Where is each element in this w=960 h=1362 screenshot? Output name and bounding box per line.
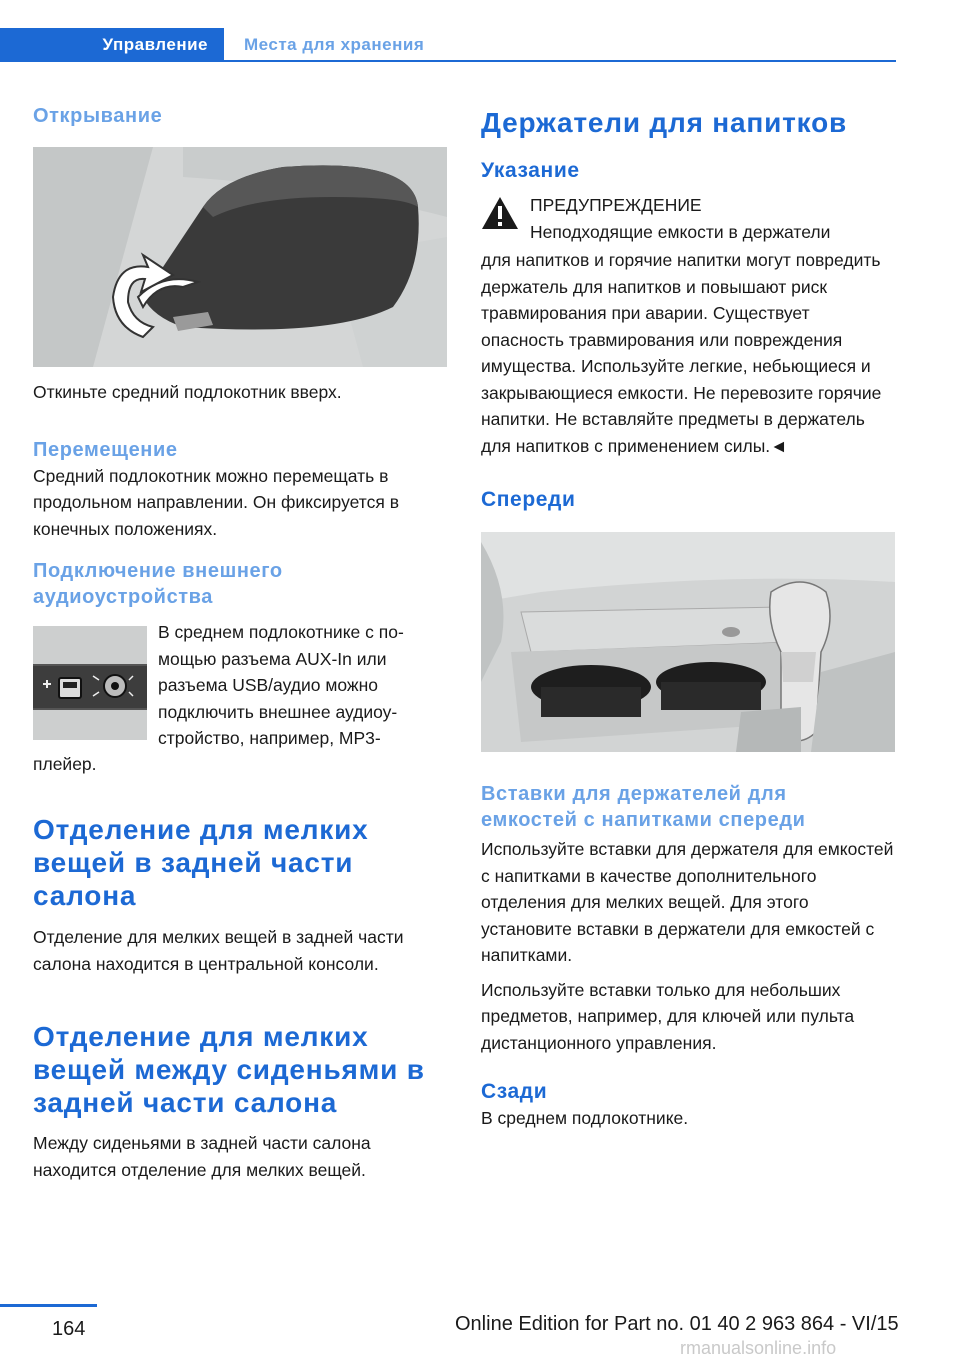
page-header xyxy=(0,0,960,64)
armrest-illustration xyxy=(33,147,447,367)
footer-divider xyxy=(0,1304,97,1307)
front-cupholder-illustration xyxy=(481,532,895,752)
inserts-text-2: Используйте вставки только для небольших предметов, например, для ключей или пульта дистанционного управления. xyxy=(481,979,855,1053)
header-divider xyxy=(224,60,896,62)
warning-triangle-icon xyxy=(481,196,519,230)
opening-heading: Открывание xyxy=(33,105,163,127)
warning-block xyxy=(481,192,895,244)
between-seats-heading-line2: вещей между сиденьями в xyxy=(33,1054,425,1085)
cup-holders-heading: Держатели для напитков xyxy=(481,107,847,138)
between-seats-heading-line1: Отделение для мелких xyxy=(33,1021,369,1052)
audio-heading-line1: Подключение внешнего xyxy=(33,560,283,582)
rear-storage-heading-line1: Отделение для мелких xyxy=(33,814,369,845)
inserts-heading-line1: Вставки для держателей для xyxy=(481,783,787,805)
audio-text-line1: В среднем подлокотнике с по- xyxy=(158,622,404,642)
note-heading: Указание xyxy=(481,159,580,182)
page-number: 164 xyxy=(52,1318,86,1340)
audio-text-line2: мощью разъема AUX-In или xyxy=(158,648,387,669)
warning-text-line1: Неподходящие емкости в держатели xyxy=(530,222,831,242)
moving-text: Средний подлокотник можно перемещать в продольном направлении. Он фиксируется в конечных положениях. xyxy=(33,465,399,539)
audio-text-line5: стройство, например, MP3- xyxy=(158,728,381,748)
inserts-heading-line2: емкостей с напитками спереди xyxy=(481,809,806,831)
audio-text-line6: плейер. xyxy=(33,754,97,774)
audio-heading-line2: аудиоустройства xyxy=(33,586,214,608)
section-tab-control[interactable]: Управление xyxy=(0,28,224,62)
between-seats-heading-line3: задней части салона xyxy=(33,1087,338,1118)
warning-label: ПРЕДУПРЕЖДЕНИЕ xyxy=(530,195,702,215)
rear-storage-text: Отделение для мелких вещей в задней части салона находится в центральной консоли. xyxy=(33,927,404,974)
aux-usb-illustration xyxy=(33,626,147,740)
right-column xyxy=(481,96,895,1132)
audio-text-line3: разъема USB/аудио можно xyxy=(158,675,379,695)
edition-text: Online Edition for Part no. 01 40 2 963 864 - VI/15 xyxy=(455,1313,899,1335)
audio-text-line4: подключить внешнее аудиоу- xyxy=(158,701,398,722)
rear-heading: Сзади xyxy=(481,1080,548,1103)
opening-text: Откиньте средний подлокотник вверх. xyxy=(33,382,342,402)
rear-storage-heading-line2: вещей в задней части xyxy=(33,847,354,878)
audio-block xyxy=(33,619,447,779)
warning-text: для напитков и горячие напитки могут повредить держатель для напитков и повышают риск травмирования при аварии. Существует опасность травмирования или повреждения имущества. Используйте легкие, небьющиеся и закрывающиеся емкости. Не перевозите горячие напитки. Не вставляйте предметы в держатель для напитков с применением силы.◄ xyxy=(481,250,882,456)
front-heading: Спереди xyxy=(481,488,576,511)
rear-text: В среднем подлокотнике. xyxy=(481,1108,689,1128)
inserts-text-1: Используйте вставки для держателя для емкостей с напитками в качестве дополнительного отделения для мелких вещей. Для этого установите вставки в держатели для емкостей с напитками. xyxy=(481,839,894,965)
watermark-text: rmanualsonline.info xyxy=(680,1338,837,1358)
between-seats-text: Между сиденьями в задней части салона находится отделение для мелких вещей. xyxy=(33,1133,371,1180)
moving-heading: Перемещение xyxy=(33,438,178,461)
section-tab-storage[interactable]: Места для хранения xyxy=(244,35,425,54)
rear-storage-heading-line3: салона xyxy=(33,880,137,911)
left-column xyxy=(33,96,447,1183)
